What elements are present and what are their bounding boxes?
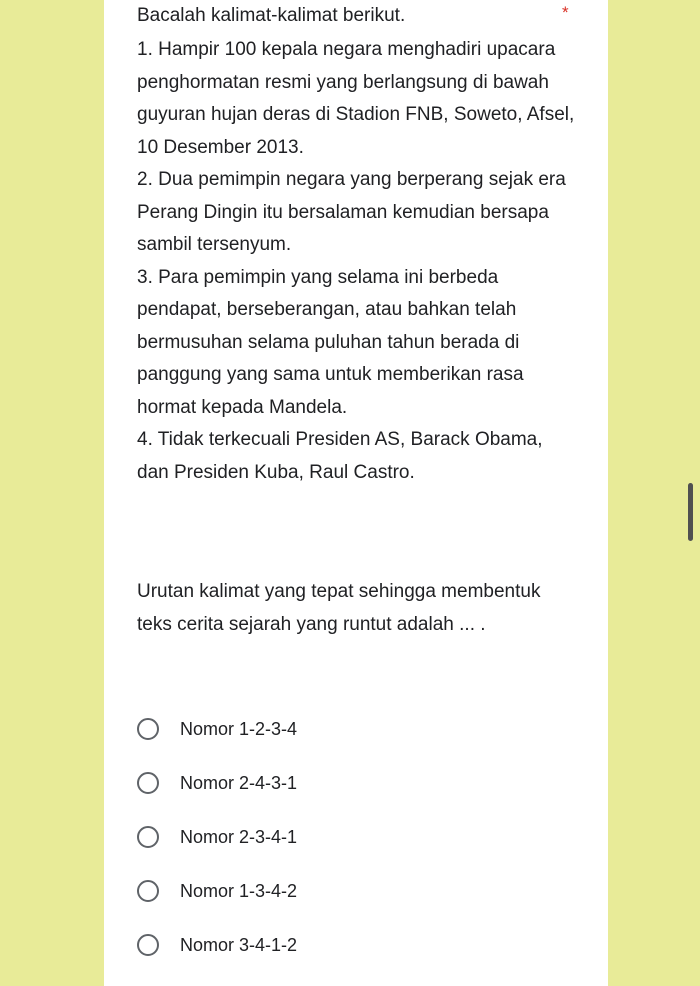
option-1[interactable] [137, 702, 577, 756]
sentence-3: 3. Para pemimpin yang selama ini berbeda pendapat, berseberangan, atau bahkan telah bermusuhan selama puluhan tahun berada di panggung yang sama untuk memberikan rasa hormat kepada Mandela. [137, 266, 524, 418]
radio-button-icon[interactable] [137, 772, 159, 794]
option-3[interactable] [137, 810, 577, 864]
option-4[interactable] [137, 864, 577, 918]
question-title: Bacalah kalimat-kalimat berikut. [137, 5, 406, 26]
option-label: Nomor 1-3-4-2 [180, 880, 298, 901]
sentence-1: 1. Hampir 100 kepala negara menghadiri upacara penghormatan resmi yang berlangsung di bawah guyuran hujan deras di Stadion FNB, Soweto, Afsel, 10 Desember 2013. [137, 39, 575, 158]
answer-options [137, 702, 577, 972]
sentence-2: 2. Dua pemimpin negara yang berperang sejak era Perang Dingin itu bersalaman kemudian bersapa sambil tersenyum. [137, 169, 566, 255]
radio-button-icon[interactable] [137, 880, 159, 902]
sentence-list [137, 34, 577, 489]
question-card [104, 0, 608, 986]
option-label: Nomor 2-3-4-1 [180, 826, 298, 847]
required-asterisk: * [562, 3, 569, 22]
radio-button-icon[interactable] [137, 934, 159, 956]
question-prompt: Urutan kalimat yang tepat sehingga membentuk teks cerita sejarah yang runtut adalah ... . [137, 581, 541, 635]
option-label: Nomor 1-2-3-4 [180, 718, 298, 739]
option-5[interactable] [137, 918, 577, 972]
sentence-4: 4. Tidak terkecuali Presiden AS, Barack Obama, dan Presiden Kuba, Raul Castro. [137, 429, 543, 483]
radio-button-icon[interactable] [137, 718, 159, 740]
option-2[interactable] [137, 756, 577, 810]
scrollbar-thumb[interactable] [688, 483, 693, 541]
option-label: Nomor 3-4-1-2 [180, 934, 298, 955]
option-label: Nomor 2-4-3-1 [180, 772, 298, 793]
radio-button-icon[interactable] [137, 826, 159, 848]
